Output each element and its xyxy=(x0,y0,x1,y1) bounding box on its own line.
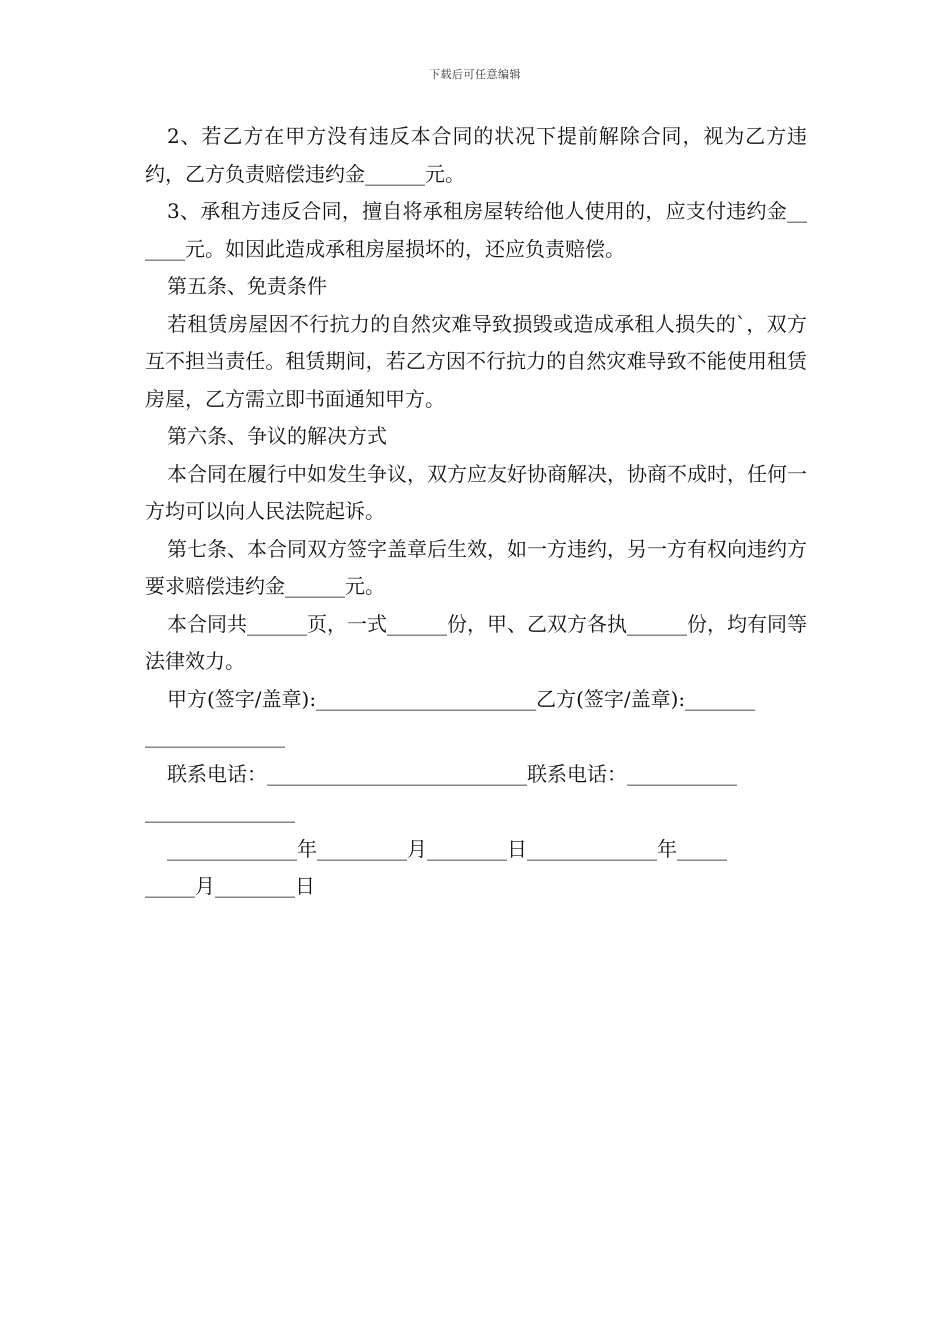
clause-paragraph: 2、若乙方在甲方没有违反本合同的状况下提前解除合同，视为乙方违约，乙方负责赔偿违约金______元。 xyxy=(145,124,807,186)
clause-paragraph: 若租赁房屋因不行抗力的自然灾难导致损毁或造成承租人损失的`，双方互不担当责任。租赁期间，若乙方因不行抗力的自然灾难导致不能使用租赁房屋，乙方需立即书面通知甲方。 xyxy=(145,311,807,411)
date-line-continued: _____月________日 xyxy=(145,874,315,898)
clause-paragraph: 3、承租方违反合同，擅自将承租房屋转给他人使用的，应支付违约金______元。如因此造成承租房屋损坏的，还应负责赔偿。 xyxy=(145,199,807,261)
party-signature-line-continued: ______________ xyxy=(145,724,285,748)
document-body xyxy=(145,118,807,906)
section-heading: 第六条、争议的解决方式 xyxy=(167,424,387,448)
clause-paragraph: 本合同共______页，一式______份，甲、乙双方各执______份，均有同等法律效力。 xyxy=(145,611,807,673)
clause-paragraph: 第七条、本合同双方签字盖章后生效，如一方违约，另一方有权向违约方要求赔偿违约金______元。 xyxy=(145,536,807,598)
contact-phone-line-continued: _______________ xyxy=(145,799,295,823)
party-signature-line: 甲方(签字/盖章):______________________乙方(签字/盖章):_______ xyxy=(167,686,756,711)
date-line: _____________年_________月________日_____________年_____ xyxy=(167,836,727,861)
contact-phone-line: 联系电话：__________________________联系电话：___________ xyxy=(167,761,737,786)
clause-paragraph: 本合同在履行中如发生争议，双方应友好协商解决，协商不成时，任何一方均可以向人民法院起诉。 xyxy=(145,461,807,523)
page-header: 下载后可任意编辑 xyxy=(429,68,521,81)
section-heading: 第五条、免责条件 xyxy=(167,274,327,298)
